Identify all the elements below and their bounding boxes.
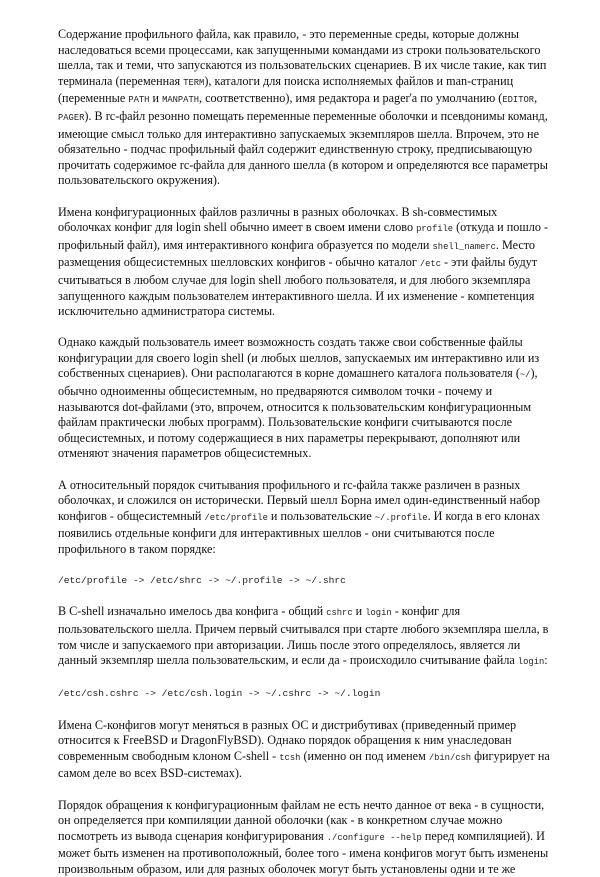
code-csh-order: /etc/csh.cshrc -> /etc/csh.login -> ~/.cshrc -> ~/.login bbox=[58, 686, 550, 702]
paragraph-cshell bbox=[58, 604, 550, 670]
paragraph-profile-contents bbox=[58, 27, 550, 189]
text-run: , bbox=[534, 91, 537, 105]
inline-code: profile bbox=[416, 224, 453, 234]
text-run: ). В rc-файл резонно помещать переменные переменные оболочки и псевдонимы команд, имеющие смысл только для интерактивно запускаемых экземпляров шелла. Впрочем, это не обязательно - подчас профильный файл содержит единственную строку, предписывающую прочитать содержимое rc-файла для данного шелла (в котором и определяются все параметры пользовательского окружения). bbox=[58, 109, 548, 187]
text-run: и bbox=[149, 91, 162, 105]
inline-code: MANPATH bbox=[162, 95, 199, 105]
inline-code: login bbox=[365, 608, 391, 618]
text-run: перед компиляцией). И может быть изменен на противоположный, более того - имена конфигов могут быть изменены произвольным образом, или для разных оболочек могут быть установлены одни и те же bbox=[58, 829, 548, 876]
text-run: А относительный порядок считывания профильного и rc-файла также различен в разных оболочках, и сложился он исторически. Первый шелл Борна имел один-единственный набор конфигов - общесистемный bbox=[58, 478, 540, 523]
text-run: - конфиг для пользовательского шелла. Причем первый считывался при старте любого экземпляра шелла, в том числе и запускаемого при авторизации. Лишь после этого определялось, является ли данный экземпляр шелла пользовательским, и если да - происходило считывание файла bbox=[58, 604, 548, 667]
inline-code: /etc bbox=[420, 259, 441, 269]
inline-code: tcsh bbox=[279, 753, 300, 763]
text-run: ), обычно одноименны общесистемным, но предваряются символом точки - почему и называются dot-файлами (это, впрочем, относится к пользовательским конфигурационным файлам практически любых программ). Пользовательские конфиги считываются после общесистемных, и потому содержащиеся в них параметры перекрывают, дополняют или отменяют значения параметров общесистемных. bbox=[58, 366, 538, 460]
inline-code: ~/.profile bbox=[375, 513, 428, 523]
text-run: Порядок обращения к конфигурационным файлам не есть нечто данное от века - в сущности, он определяется при компиляции данной оболочки (как - в конкретном случае можно посмотреть из вывода сценария конфигурирования bbox=[58, 798, 544, 843]
inline-code: ~/ bbox=[520, 370, 531, 380]
text-run: - эти файлы будут считываться в любом случае для login shell любого пользователя, и для любого экземпляра запущенного каждым пользователем интерактивного шелла. И их изменение - компетенция исключительно администратора системы. bbox=[58, 255, 537, 318]
inline-code: /etc/profile bbox=[205, 513, 268, 523]
text-run: Имена C-конфигов могут меняться в разных ОС и дистрибутивах (приведенный пример относится к FreeBSD и DragonFlyBSD). Однако порядок обращения к ним унаследован современным свободным клоном C-shell - bbox=[58, 718, 516, 763]
text-run: и bbox=[353, 604, 366, 618]
inline-code: ./configure --help bbox=[327, 833, 422, 843]
paragraph-compile-order bbox=[58, 798, 550, 877]
paragraph-user-configs bbox=[58, 335, 550, 462]
inline-code: cshrc bbox=[326, 608, 352, 618]
text-run: . Место размещения общесистемных шелловских конфигов - обычно каталог bbox=[58, 238, 535, 270]
inline-code: TERM bbox=[183, 78, 204, 88]
text-run: . И когда в его клонах появились отдельные конфиги для интерактивных шеллов - они считываются после профильного в таком порядке: bbox=[58, 509, 540, 556]
inline-code: /bin/csh bbox=[429, 753, 471, 763]
text-run: Имена конфигурационных файлов различны в разных оболочках. В sh-совместимых оболочках конфиг для login shell обычно имеет в своем имени слово bbox=[58, 205, 497, 235]
text-run: (именно он под именем bbox=[300, 749, 428, 763]
inline-code: PATH bbox=[128, 95, 149, 105]
code-sh-order: /etc/profile -> /etc/shrc -> ~/.profile -> ~/.shrc bbox=[58, 573, 550, 589]
text-run: фигурирует на самом деле во всех BSD-системах). bbox=[58, 749, 550, 781]
paragraph-c-config-names bbox=[58, 718, 550, 782]
inline-code: shell_namerc bbox=[433, 242, 496, 252]
text-run: Содержание профильного файла, как правило, - это переменные среды, которые должны наследоваться всеми процессами, как запущенными командами из строки пользовательского шелла, так и теми, что запускаются из пользовательских сценариев. В их числе такие, как тип терминала (переменная bbox=[58, 27, 546, 88]
text-run: Однако каждый пользователь имеет возможность создать также свои собственные файлы конфигурации для своего login shell (и любых шеллов, запускаемых им интерактивно или из собственных сценариев). Они располагаются в корне домашнего каталога пользователя ( bbox=[58, 335, 539, 380]
inline-code: PAGER bbox=[58, 113, 84, 123]
text-run: : bbox=[544, 653, 547, 667]
text-run: и пользовательские bbox=[268, 509, 375, 523]
paragraph-read-order bbox=[58, 478, 550, 558]
text-run: ), каталоги для поиска исполняемых файлов и man-страниц (переменные bbox=[58, 74, 513, 106]
text-run: (откуда и пошло - профильный файл), имя интерактивного конфига образуется по модели bbox=[58, 220, 548, 252]
inline-code: EDITOR bbox=[502, 95, 534, 105]
inline-code: login bbox=[518, 657, 544, 667]
text-run: В C-shell изначально имелось два конфига - общий bbox=[58, 604, 326, 618]
text-run: , соответственно), имя редактора и pager'а по умолчанию ( bbox=[199, 91, 502, 105]
paragraph-config-names bbox=[58, 205, 550, 320]
